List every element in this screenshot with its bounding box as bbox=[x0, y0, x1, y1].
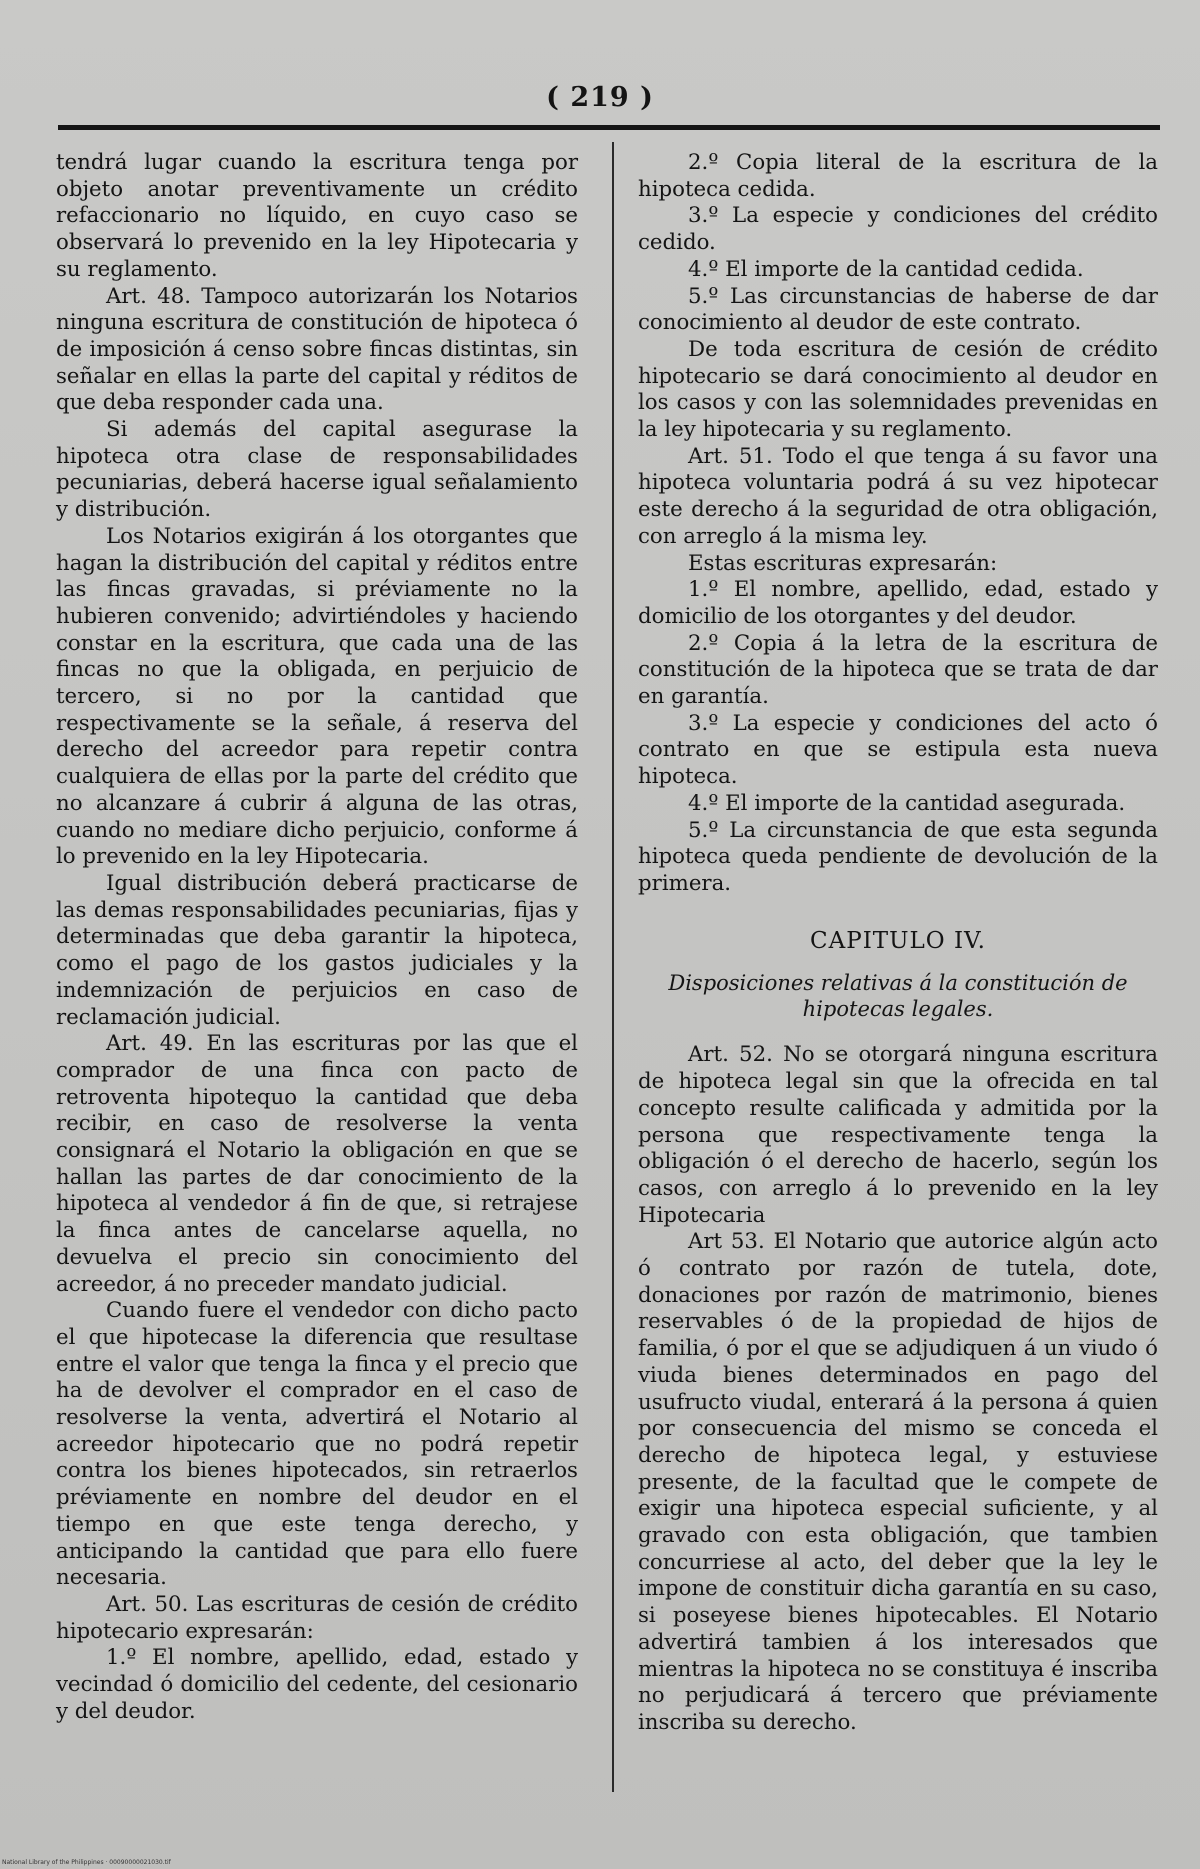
paragraph: 4.º El importe de la cantidad cedida. bbox=[688, 256, 1084, 282]
paragraph: Art. 48. Tampoco autorizarán los Notarios ninguna escritura de constitución de hipoteca ó de imposición á censo sobre fincas distintas, sin señalar en ellas la parte del capital y réditos de que deba responder cada una. bbox=[56, 283, 578, 416]
page-number: ( 219 ) bbox=[546, 82, 654, 113]
chapter-title: CAPITULO IV. bbox=[810, 927, 986, 954]
paragraph: Estas escrituras expresarán: bbox=[688, 550, 998, 576]
left-column bbox=[56, 150, 578, 1725]
column-divider bbox=[612, 142, 614, 1792]
paragraph: Los Notarios exigirán á los otorgantes que hagan la distribución del capital y réditos entre las fincas gravadas, si préviamente no la hubieren convenido; advirtiéndoles y haciendo constar en la escritura, que cada una de las fincas no que la obligada, en perjuicio de tercero, si no por la cantidad que respectivamente se la señale, á reserva del derecho del acreedor para repetir contra cualquiera de ellas por la parte del crédito que no alcanzare á cubrir á alguna de las otras, cuando no mediare dicho perjuicio, conforme á lo prevenido en la ley Hipotecaria. bbox=[56, 523, 578, 870]
paragraph: Art 53. El Notario que autorice algún acto ó contrato por razón de tutela, dote, donaciones por razón de matrimonio, bienes reservables ó de la propiedad de hijos de familia, ó por el que se adjudiquen á un viudo ó viuda bienes determinados en pago del usufructo viudal, enterará á la persona á quien por consecuencia del mismo se conceda el derecho de hipoteca legal, y estuviese presente, de la facultad que le compete de exigir una hipoteca especial suficiente, y al gravado con esta obligación, que tambien concurriese al acto, del deber que la ley le impone de constituir dicha garantía en su caso, si poseyese bienes hipotecables. El Notario advertirá tambien á los interesados que mientras la hipoteca no se constituya é inscriba no perjudicará á tercero que préviamente inscriba su derecho. bbox=[638, 1229, 1158, 1735]
paragraph: Art. 50. Las escrituras de cesión de crédito hipotecario expresarán: bbox=[56, 1591, 578, 1644]
paragraph: 5.º Las circunstancias de haberse de dar conocimiento al deudor de este contrato. bbox=[638, 283, 1158, 336]
paragraph: Si además del capital asegurase la hipoteca otra clase de responsabilidades pecuniarias, deberá hacerse igual señalamiento y distribución. bbox=[56, 417, 578, 523]
right-column-bottom bbox=[638, 1042, 1158, 1736]
paragraph: Igual distribución deberá practicarse de las demas responsabilidades pecuniarias, fijas y determinadas que deba garantir la hipoteca, como el pago de los gastos judiciales y la indemnización de perjuicios en caso de reclamación judicial. bbox=[56, 870, 578, 1030]
paragraph: 5.º La circunstancia de que esta segunda hipoteca queda pendiente de devolución de la primera. bbox=[638, 817, 1158, 896]
right-column-top bbox=[638, 150, 1158, 898]
paragraph: 3.º La especie y condiciones del acto ó contrato en que se estipula esta nueva hipoteca. bbox=[638, 710, 1158, 790]
paragraph: Art. 52. No se otorgará ninguna escritura de hipoteca legal sin que la ofrecida en tal concepto resulte calificada y admitida por la persona que respectivamente tenga la obligación ó el derecho de hacerlo, según los casos, con arreglo á lo prevenido en la ley Hipotecaria bbox=[638, 1042, 1158, 1228]
paragraph: 1.º El nombre, apellido, edad, estado y vecindad ó domicilio del cedente, del cesionario y del deudor. bbox=[56, 1645, 578, 1724]
paragraph: 1.º El nombre, apellido, edad, estado y domicilio de los otorgantes y del deudor. bbox=[638, 577, 1158, 629]
paragraph: Art. 51. Todo el que tenga á su favor una hipoteca voluntaria podrá á su vez hipotecar este derecho á la seguridad de otra obligación, con arreglo á la misma ley. bbox=[638, 443, 1158, 549]
paragraph: Cuando fuere el vendedor con dicho pacto el que hipotecase la diferencia que resultase entre el valor que tenga la finca y el precio que ha de devolver el comprador en el caso de resolverse la venta, advertirá el Notario al acreedor hipotecario que no podrá repetir contra los bienes hipotecados, sin retraerlos préviamente en nombre del deudor en el tiempo en que este tenga derecho, y anticipando la cantidad que para ello fuere necesaria. bbox=[56, 1298, 578, 1591]
paragraph: 3.º La especie y condiciones del crédito cedido. bbox=[638, 203, 1158, 256]
chapter-subtitle: Disposiciones relativas á la constitución de hipotecas legales. bbox=[668, 971, 1128, 1022]
header-rule bbox=[58, 125, 1160, 130]
paragraph: Art. 49. En las escrituras por las que el comprador de una finca con pacto de retroventa hipotequo la cantidad que deba recibir, en caso de resolverse la venta consignará el Notario la obligación en que se hallan las partes de dar conocimiento de la hipoteca al vendedor á fin de que, si retrajese la finca antes de cancelarse aquella, no devuelva el precio sin conocimiento del acreedor, á no preceder mandato judicial. bbox=[56, 1031, 578, 1297]
paragraph: De toda escritura de cesión de crédito hipotecario se dará conocimiento al deudor en los casos y con las solemnidades prevenidas en la ley hipotecaria y su reglamento. bbox=[638, 336, 1158, 443]
paragraph: 2.º Copia literal de la escritura de la hipoteca cedida. bbox=[638, 150, 1158, 202]
paragraph: 4.º El importe de la cantidad asegurada. bbox=[688, 790, 1126, 816]
paragraph: 2.º Copia á la letra de la escritura de constitución de la hipoteca que se trata de dar en garantía. bbox=[638, 630, 1158, 710]
paragraph: tendrá lugar cuando la escritura tenga por objeto anotar preventivamente un crédito refaccionario no líquido, en cuyo caso se observará lo prevenido en la ley Hipotecaria y su reglamento. bbox=[56, 150, 578, 282]
scan-footer: National Library of the Philippines · 00090000021030.tif bbox=[2, 1859, 171, 1866]
right-column bbox=[638, 150, 1158, 1737]
